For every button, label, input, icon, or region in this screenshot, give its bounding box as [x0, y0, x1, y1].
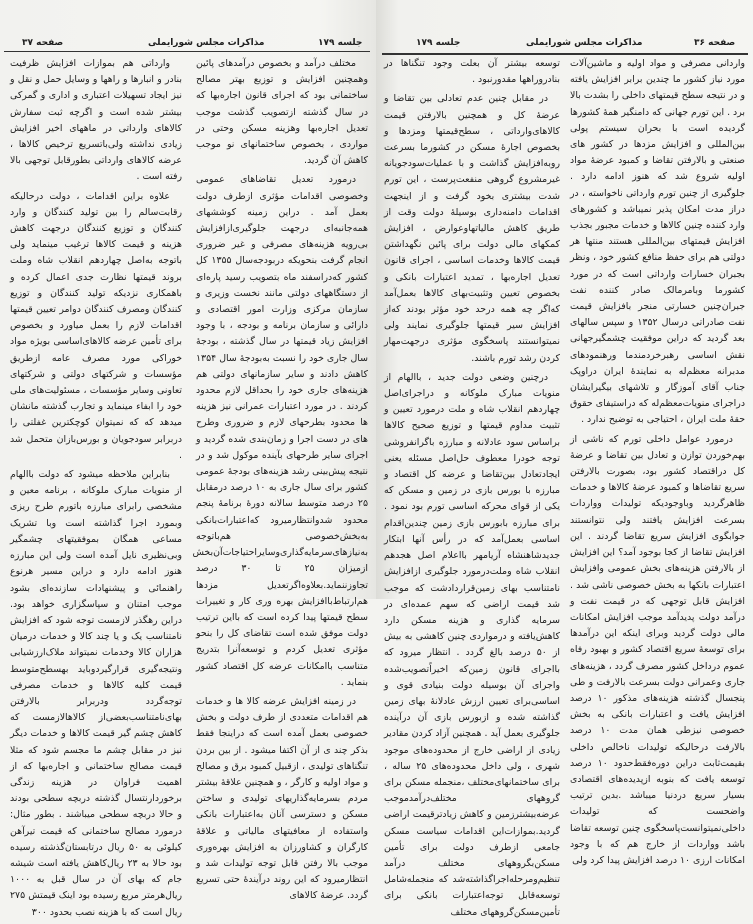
header-rule	[382, 53, 748, 55]
paragraph: وارداتی هم بموازات افزایش ظرفیت بنادر و انبارها و راهها و وسایل حمل و نقل و نیز ایجاد تسهیلات اعتباری و اداری و گمرکی بیشتر شده است و اگرچه ثبت سفارش کالاهای وارداتی در ماههای اخیر افزایش زیادی نداشته ولی‌باتسریع ترخیص کالاها ، عرضه کالاهای وارداتی بطورقابل توجهی بالا رفته است .	[10, 58, 182, 183]
page-title: مذاکرات مجلس شورایملی	[148, 38, 265, 48]
paragraph: بنابراین ملاحظه میشود که دولت باالهام از منویات مبارک ملوکانه ، برنامه معین و مشخصی رابرای مبارزه باتورم طرح ریزی وبمورد اجرا گذاشته است وبا تشریک مساعی همگان بموفقیتهای چشمگیر وبی‌نظیری نایل آمده است ولی این مبارزه هنوز ادامه دارد و دراین مسیر هرنوع راهنمائی و پیشنهادات سازنده‌ای بشود موجب امتنان و سپاسگزاری خواهد بود. دراین رهگذر لازمست توجه شود که افزایش نامتناسب یک و یا چند کالا و خدمات درمیان هزاران کالا وخدمات نمیتواند ملاک‌ارزشیابی ونتیجه‌گیری قرارگیرد‌وباید بهسطح‌متوسط قیمت کلیه کالاها و خدمات مصرفی توجه‌گردد ودربرابر بالارفتن بهای‌نامتناسب‌بعضی‌از کالاها‌لازمست که کاهش چشم گیر قیمت کالاها و خدمات دیگر نیز در مقابل چشم ما مجسم شود که مثلا قیمت مصالح ساختمانی و اجاره‌بها که از اهمیت فراوان در هزینه زندگی برخوردارنتسال گذشته دربچه سطحی بودند و حالا دربچه سطحی میباشند . بطور مثال: درمورد مصالح ساختمانی که قیمت تیرآهن کیلوئی به ۵۰ ریال درتابستان‌گذشته رسیده بود حالا به ۲۳ ریال‌کاهش یافته است شیشه جام که بهای آن در سال قبل به ۱۰۰۰ ریال‌هرمتر مربع رسیده بود اینک قیمتش ۲۷۵ ریال است که با هزینه نصب بحدود ۳۰۰	[10, 469, 183, 918]
page-number: صفحه ۳۶	[694, 38, 736, 48]
text-column-left	[384, 56, 560, 924]
text-column-left	[10, 56, 182, 924]
paragraph: در مقابل چنین عدم تعادلی بین تقاضا و عرضهٔ کل و همچنین بالارفتن قیمت کالاهای‌وارداتی ، سطح‌قیمتها ومزدها و بخصوص اجارهٔ مسکن در کشورما بسرعت روبه‌افزایش گذاشت و با عملیات‌سودجویانه غیرمشروع گروهی منفعت‌پرست ، این تورم شدت بیشتری بخود گرفت و از اینجهت اقدامات دامنه‌داری بوسیلهٔ دولت وقت از طریق کاهش مالیاتهاوعوارض ، افزایش کمکهای مالی دولت برای پائین نگهداشتن قیمت کالاها وخدمات اساسی ، اجرای قانون تعدیل اجاره‌بها ، تمدید اعتبارات بانکی و بخصوص تعیین وتثبیت‌بهای کالاها بعمل‌آمد که‌اگر چه همه درحد خود مؤثر بودند که‌از افزایش سیر قیمتها جلوگیری نمایند ولی نمیتوانستند پاسخگوی مؤثری درجهت‌مهار کردن رشد تورم باشند.	[384, 93, 560, 364]
right-page	[376, 0, 753, 918]
paragraph: علاوه براین اقدامات ، دولت درحالیکه رقابت‌سالم را بین تولید کنندگان و وارد کنندگان و توزیع کنندگان درجهت کاهش هزینه و قیمت کالاها ترغیب مینماید ولی باتوجه به‌اصل چهاردهم انقلاب شاه وملت بروند قیمتها نظارت جدی اعمال کرده و باهمکاری نزدیکه تولید کنندگان و توزیع کنندگان ومصرف کنندگان دوامر تعیین قیمتها اقدامات لازم را بعمل میاورد و بخصوص برای تأمین عرضه کالاهای‌اساسی بویژه مواد خوراکی مورد مصرف عامه ازطریق مؤسسات و شرکتهای دولتی و شرکتهای تعاونی وسایر مؤسسات ، مسئولیت‌های ملی خود را ابفاء مینماید و تجارب گذشته مانشان میدهد که که نمیتوان کوچکترین غفلتی را دربرابر سودجویان و بورس‌بازان متحمل شد .	[10, 190, 182, 461]
page-number: صفحه ۳۷	[22, 38, 64, 48]
paragraph: درمورد تعدیل تقاضاهای عمومی وخصوصی اقدامات مؤثری ازطرف دولت بعمل آمد . دراین زمینه کوششهای همه‌جانبه‌ای درجهت جلوگیری‌ازافزایش بی‌رویه هزینه‌های مصرفی و غیر ضروری انجام گرفت بنحویکه دربودجه‌سال ۱۳۵۵ کل کشور که‌دراسفند ماه بتصویب رسید پاره‌ای از دستگاههای دولتی مانند نخست وزیری و سازمان مرکزی وزارت امور اقتصادی و دارائی و سازمان برنامه و بودجه ، با وجود افزایش زیاد قیمتها در سال گذشته ، بودجهٔ سال جاری خود را نسبت به‌بودجهٔ سال ۱۳۵۴ کاهش دادند و سایر سازمانهای دولتی هم هزینه‌های جاری خود را بحداقل لازم محدود کردند . در مورد اعتبارات عمرانی نیز هزینه ها محدود بطرحهای لازم و ضروری وطرح های در دست اجرا و زمان‌بندی شده گردید و اجرای سایر طرحهای بآینده موکول شد و در نتیجه پیش‌بینی رشد هزینه‌های بودجهٔ عمومی کشور برای سال جاری به ۱۰ درصد درمقابل ۲۵ درصد متوسط سالانه دورهٔ برنامهٔ پنجم محدود شدوانتظارمیرود که‌اعتبارات‌بانکی به‌بخش‌خصوصی هم‌باتوجه به‌نیازهای‌سرمایه‌گذاری‌وسایراحتیاجات‌آن‌بخش ازمیزان ۲۵ تا ۳۰ درصد تجاوزننماید.بعلاوه‌اگرتعدیل مزدها هم‌ارتباط‌باافزایش بهره وری کار و تغییرات سطح قیمتها پیدا کرده است که بااین ترتیب دولت موفق شده است تقاضای کل را بنحو مؤثری تعدیل کردم و توسعه‌آنرا بتدریج متناسب باامکانات عرضه کل اقتصاد کشور بنماید .	[192, 174, 368, 688]
text-column-right	[570, 56, 745, 872]
paragraph: مختلف درآمد و بخصوص درآمدهای پائین وهمچنین افزایش و توزیع بهتر مصالح ساختمانی بود که اجرای قانون اجاره‌بها که در سال گذشته ازتصویب گذشت موجب تعدیل اجاره‌بها وهزینه مسکن وحتی در مواردی ، بخصوص ساختمانهای نو موجب کاهش آن گردید.	[196, 58, 368, 167]
paragraph: در زمینه افزایش عرضه کالا ها و خدمات هم اقدامات متعددی از طرف دولت و بخش خصوصی بعمل آمده است که دراینجا فقط بذکر چند ی از آن اکتفا میشود . از بین بردن تنگناهای تولیدی ، ازقبیل کمبود برق و مصالح و مواد اولیه و کارگر ، و همچنین علاقهٔ بیشتر مردم بسرمایه‌گذاریهای تولیدی و ساختن مسکن و دسترسی آنان به‌اعتبارات بانکی واستفاده از معافیتهای مالیاتی و علاقهٔ کارگران و کشاورزان به افزایش بهره‌وری موجب بالا رفتن قابل توجه تولیدات شد و انتظارمیرود که این روند درآیندهٔ حتی تسریع گردد. عرضهٔ کالاهای	[196, 695, 368, 902]
session-number: جلسه ۱۷۹	[416, 38, 461, 48]
paragraph: توسعه بیشتر آن بعلت وجود تنگناها در بنادروراهها مقدورنبود .	[384, 58, 560, 86]
header-rule	[4, 51, 370, 52]
page-title: مذاکرات مجلس شورایملی	[526, 38, 643, 48]
paragraph: واردانی مصرفی و مواد اولیه و ماشین‌آلات مورد نیاز کشور ما چندین برابر افزایش یافته و در نتیجه سطح قیمتهای داخلی را بشدت بالا برد . این تورم جهانی که دامنگیر همهٔ کشورها گردیده است با بحران سیستم پولی بین‌المللی و افزایش مزدها در کشور های صنعتی و بالارفتن تقاضا و کمبود عرضهٔ مواد اولیه شروع شد که هنوز ادامه دارد . جلوگیری از چنین تورم وارداتی ناخواسته ، در دراز مدت امکان پذیر نمیباشد و کشورهای وارد کننده چنین کالاها و خدمات مجبور بجذب افزایش قیمتهای بین‌المللی هستند منتها هر دولتی هم برای حفظ منافع کشور خود ، ونظر بجبران خسارات وارداتی است که در مورد کشورما وبامرمالک صادر کننده نفت جبران‌چنین خسارتی منجر بافزایش قیمت نفت صادراتی درسال ۱۳۵۲ و سپس سالهای بعد گردید که دراین موفقیت چشمگیرجهانی نقش اساسی رهبرخردمندما ورهنمودهای مدبرانه معظم‌له به نمایندهٔ ایران دراوپک جناب آقای آموزگار و تلاشهای بیگیرایشان دراجرای منویات‌معظم‌له که دراستیفای حقوق حقهٔ ملت ایران ، احتیاجی به توضیح ندارد .	[570, 58, 745, 426]
text-column-right	[192, 56, 368, 908]
paragraph: درچنین وضعی دولت جدید ، باالهام از منویات مبارک ملوکانه و دراجرای‌اصل چهاردهم انقلاب شاه و ملت درمورد تعیین و تثبیت مداوم قیمتها و توزیع صحیح کالاها براساس سود عادلانه و مبارزه باگرانفروشی توجه خودرا معطوف حل‌اصل مسئله یعنی ایجادتعادل بین‌تقاضا و عرضه کل اقتصاد و مبارزه با بورس بازی در زمین و مسکن که یکی از قوای محرکه اساسی تورم بود نمود . برای مبارزه بابورس بازی زمین چندین‌اقدام اساسی بعمل‌آمد که در رأس آنها ابتکار جدیدشاهنشاه آریامهر بااعلام اصل هجدهم انقلاب شاه وملت‌درمورد جلوگیری ازافزایش نامتناسب بهای زمین‌قراردادشت که موجب شد قیمت اراضی که سهم عمده‌ای در سرمایه گذاری و هزینه مسکن دارد کاهش‌یافته و درمواردی چنین کاهشی به بیش از ۵۰ درصد بالغ گردد . انتظار میرود که بااجرای قانون زمین‌که اخیراًتصویب‌شده واجرای آن بوسیله دولت بنیادی قوی و اساسی‌برای تعیین ارزش عادلانهٔ بهای زمین گذاشته شده و ازبورس بازی آن درآینده جلوگیری بعمل آید . همچنین آزاد کردن مقادیر زیادی از اراضی خارج از محدوده‌های موجود شهری ، ولی داخل محدوده‌های ۲۵ ساله ، برای ساختمانهای‌مختلف ،منجمله مسکن برای گروههای مختلف‌درآمدموجب عرضه‌بیشترزمین و کاهش زیادترقیمت اراضی گردید.بموازات‌این اقدامات سیاست مسکن جامعی ازطرف دولت برای تأمین مسکن‌بگروههای مختلف درآمد تنظیم‌و‌مرحله‌اجراگذاشته‌شد که منجمله‌شامل توسعه‌قابل توجه‌اعتبارات بانکی برای تأمین‌مسکن‌گروههای مختلف	[384, 371, 560, 918]
paragraph: درمورد عوامل داخلی تورم که ناشی از بهم‌خوردن توازن و تعادل بین تقاضا و عرضهٔ کل دراقتصاد کشور بود، بصورت بالارفتن سریع تقاضاها و کمبود عرضهٔ کالاها و خدمات ظاهرگردید وباوجودیکه تولیدات وواردات بسرعت افزایش یافتند ولی نتوانستند جوابگوی افزایش سریع تقاضا گردند . این افزایش تقاضا از کجا بوجود آمد؟ این افزایش از بالارفتن هزینه‌های بخش عمومی وافزایش اعتبارات بانکها به بخش خصوصی ناشی شد . افزایش قابل توجهی که در قیمت نفت و درآمد دولت پدیدآمد موجب افزایش امکانات مالی دولت گردید وبرای اینکه این درآمدها برای توسعهٔ سریع اقتصاد کشور و بهبود رفاه عموم درداخل کشور مصرف گردد ، هزینه‌های جاری وعمرانی دولت بسرعت بالارفت و طی پنجسال گذشته هزینه‌های مذکور ۱۰ درصد افزایش یافت و اعتبارات بانکی به بخش خصوصی نیزطی همان مدت ۱۰ درصد بالارفت درحالیکه تولیدات ناخالص داخلی بقیمت‌ثابت دراین دوره‌فقط‌حدود ۱۰ درصد توسعه یافت که بنوبه ازپدیده‌های اقتصادی بسیار سریع دردنیا میباشد .بدین ترتیب واضحست که تولیدات داخلی‌نمیتوانست‌پاسخگوی چنین توسعه تقاضا باشد وواردات از خارج هم که با وجود امکانات ارزی ۱۰ درصد افزایش پیدا کرد ولی	[570, 433, 745, 866]
session-number: جلسه ۱۷۹	[318, 38, 363, 48]
left-page	[0, 0, 376, 918]
